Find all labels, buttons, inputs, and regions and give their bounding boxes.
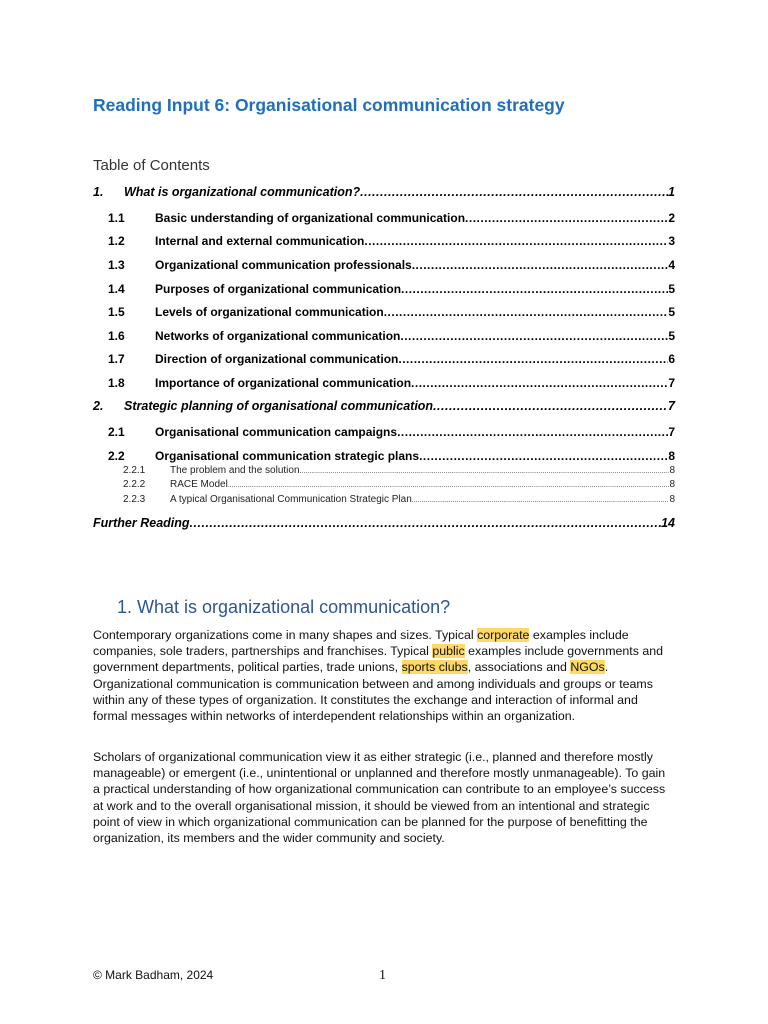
toc-number: 2.2.1 [123, 465, 146, 476]
toc-page: 4 [668, 258, 675, 272]
toc-title: Internal and external communication [155, 234, 365, 248]
toc-entry-1-2[interactable] [93, 234, 675, 248]
toc-page: 14 [661, 516, 675, 530]
footer-page-number: 1 [379, 968, 386, 983]
section-heading [117, 597, 450, 618]
toc-page: 6 [668, 352, 675, 366]
paragraph-text: . Organizational communication is communication between and among individuals and groups or teams within any of these types of organization. It constitutes the exchange and interaction of informal and formal messages within networks of interdependent relationships within an organization. [93, 660, 653, 724]
toc-entry-1-8[interactable] [93, 376, 675, 390]
toc-page: 8 [669, 494, 675, 505]
toc-entry-1-5[interactable] [93, 305, 675, 319]
section-number: 1. [117, 597, 133, 617]
toc-leader [300, 468, 670, 475]
toc-page: 5 [668, 282, 675, 296]
body-paragraph-2: Scholars of organizational communication view it as either strategic (i.e., planned and therefore mostly manageable) or emergent (i.e., unintentional or unplanned and therefore mostly unmanageable). To gain a practical understanding of how organizational communication can contribute to an employee’s success at work and to the overall organisational mission, it should be viewed from an intentional and strategic point of view in which organizational communication can be planned for the purpose of benefitting the organization, its members and the wider community and society. [93, 750, 666, 846]
paragraph-text: examples include governments and government departments, political parties, trade unions, [93, 644, 664, 675]
toc-number: 1.6 [108, 329, 125, 343]
toc-leader [360, 185, 668, 199]
toc-page: 8 [669, 479, 675, 490]
toc-leader [364, 234, 668, 248]
toc-page: 7 [668, 399, 675, 413]
toc-title: Purposes of organizational communication [155, 282, 402, 296]
paragraph-text: Contemporary organizations come in many shapes and sizes. Typical [93, 628, 478, 642]
toc-number: 1.5 [108, 305, 125, 319]
toc-leader [412, 258, 669, 272]
toc-number: 2.1 [108, 425, 125, 439]
toc-entry-2-1[interactable] [93, 425, 675, 439]
toc-entry-1[interactable] [93, 185, 675, 199]
paragraph-text: , associations and [467, 660, 571, 675]
toc-entry-1-6[interactable] [93, 329, 675, 343]
toc-page: 3 [668, 234, 675, 248]
toc-title: A typical Organisational Communication Strategic Plan [170, 494, 412, 505]
highlight-sports-clubs: sports clubs [401, 660, 468, 675]
toc-heading: Table of Contents [93, 157, 210, 174]
toc-title: Further Reading [93, 516, 190, 530]
toc-number: 2. [93, 399, 104, 413]
toc-title: Direction of organizational communication [155, 352, 399, 366]
section-title: What is organizational communication? [137, 597, 451, 617]
toc-title: What is organizational communication? [124, 185, 361, 199]
toc-leader [465, 211, 668, 225]
toc-leader [398, 352, 668, 366]
body-paragraph-1 [93, 627, 673, 724]
paragraph-text: examples include companies, sole traders, partnerships and franchises. Typical [93, 628, 629, 659]
toc-page: 7 [668, 425, 675, 439]
toc-page: 7 [668, 376, 675, 390]
highlight-public: public [432, 644, 465, 659]
toc-entry-2[interactable] [93, 399, 675, 413]
toc-page: 5 [668, 329, 675, 343]
toc-title: Strategic planning of organisational communication [124, 399, 434, 413]
toc-leader [412, 497, 670, 504]
toc-leader [401, 282, 668, 296]
toc-page: 5 [668, 305, 675, 319]
toc-entry-1-7[interactable] [93, 352, 675, 366]
toc-title: Basic understanding of organizational communication [155, 211, 466, 225]
toc-title: RACE Model [170, 479, 228, 490]
toc-title: Levels of organizational communication [155, 305, 384, 319]
toc-title: Organisational communication campaigns [155, 425, 398, 439]
toc-entry-further-reading[interactable] [93, 516, 675, 530]
toc-number: 1.2 [108, 234, 125, 248]
toc-number: 2.2.3 [123, 494, 146, 505]
toc-leader [228, 482, 670, 489]
toc-title: Importance of organizational communication [155, 376, 412, 390]
toc-number: 1.4 [108, 282, 125, 296]
toc-title: The problem and the solution [170, 465, 300, 476]
toc-leader [419, 449, 668, 463]
toc-entry-1-1[interactable] [93, 211, 675, 225]
highlight-ngos: NGOs [570, 660, 605, 675]
toc-entry-2-2-3[interactable] [93, 494, 675, 505]
toc-entry-2-2-1[interactable] [93, 465, 675, 476]
toc-title: Networks of organizational communication [155, 329, 401, 343]
toc-number: 1. [93, 185, 104, 199]
toc-leader [190, 516, 662, 530]
highlight-corporate: corporate [477, 628, 530, 642]
document-title: Reading Input 6: Organisational communication strategy [93, 95, 565, 115]
footer-copyright: © Mark Badham, 2024 [93, 968, 214, 982]
toc-page: 8 [668, 449, 675, 463]
toc-page: 2 [668, 211, 675, 225]
toc-leader [433, 399, 668, 413]
toc-page: 1 [668, 185, 675, 199]
toc-number: 2.2 [108, 449, 125, 463]
toc-number: 2.2.2 [123, 479, 146, 490]
toc-number: 1.1 [108, 211, 125, 225]
toc-number: 1.7 [108, 352, 125, 366]
toc-entry-2-2[interactable] [93, 449, 675, 463]
toc-number: 1.8 [108, 376, 125, 390]
toc-entry-1-3[interactable] [93, 258, 675, 272]
toc-leader [397, 425, 668, 439]
toc-title: Organizational communication professionals [155, 258, 412, 272]
toc-title: Organisational communication strategic plans [155, 449, 420, 463]
toc-entry-2-2-2[interactable] [93, 479, 675, 490]
toc-leader [384, 305, 669, 319]
toc-entry-1-4[interactable] [93, 282, 675, 296]
toc-number: 1.3 [108, 258, 125, 272]
toc-leader [400, 329, 668, 343]
toc-leader [411, 376, 668, 390]
toc-page: 8 [669, 465, 675, 476]
